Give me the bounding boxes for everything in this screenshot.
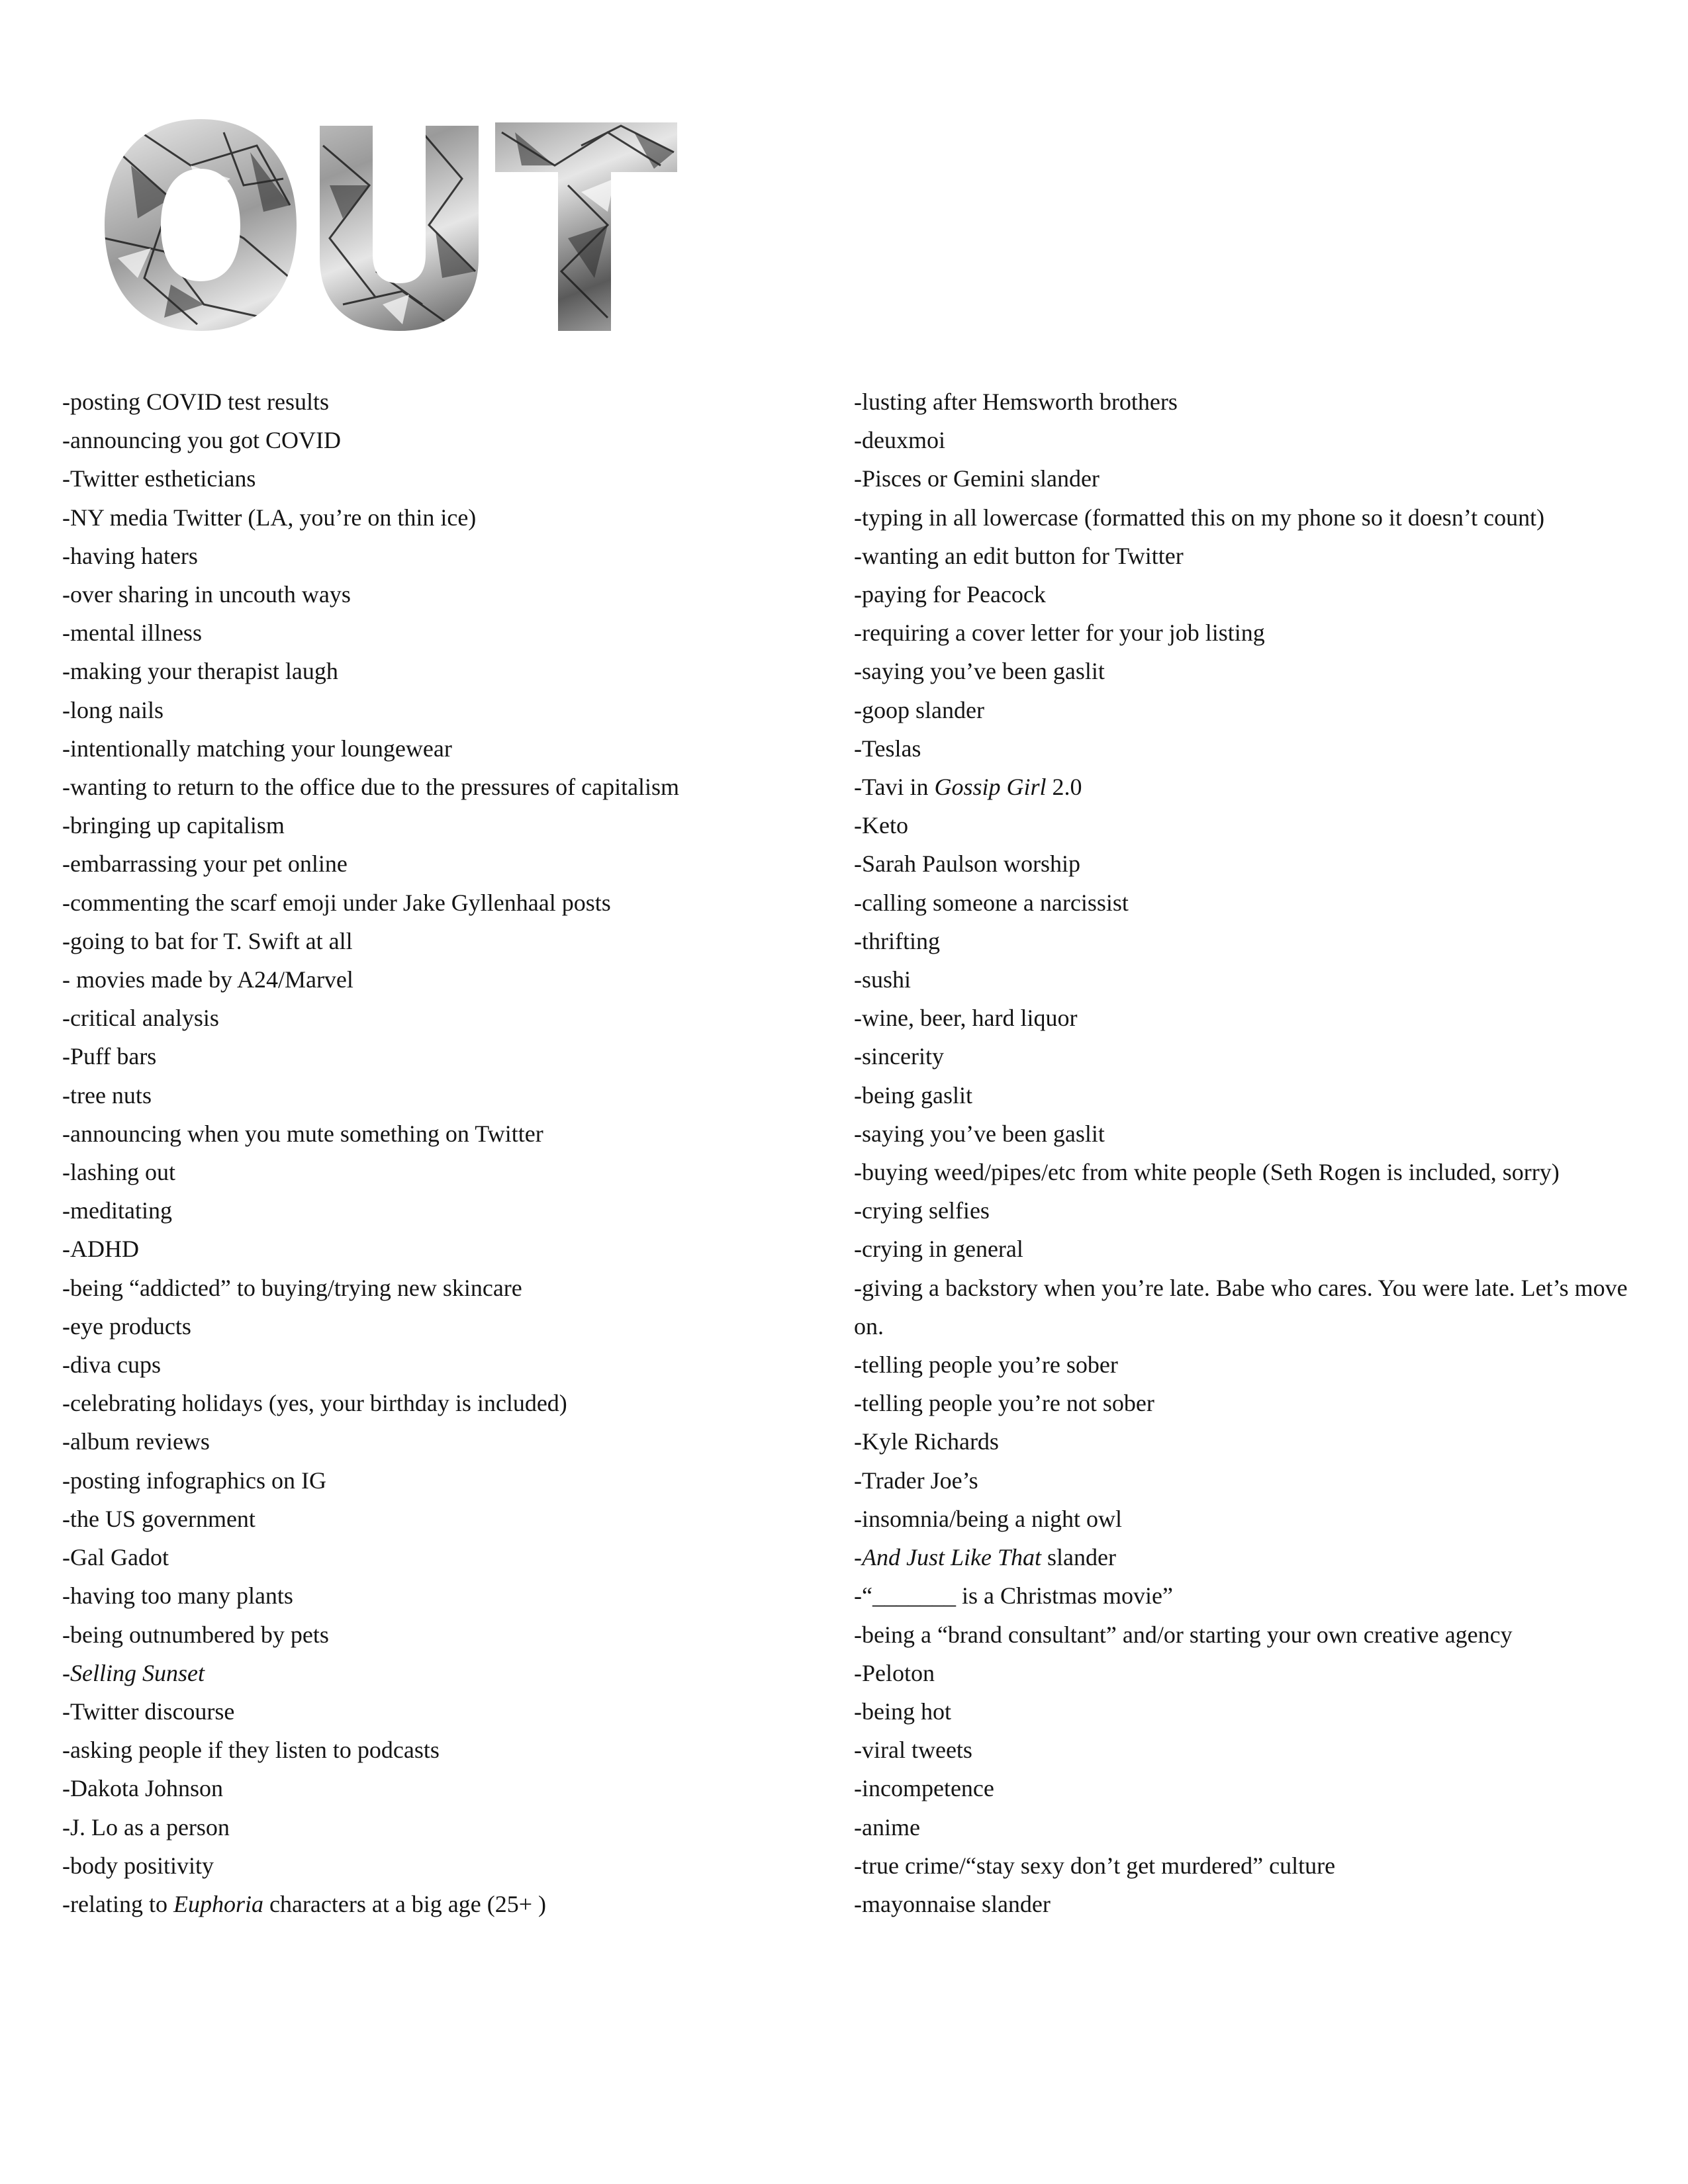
list-item: -having haters [62,542,198,569]
list-item: -making your therapist laugh [62,658,338,685]
list-item: -going to bat for T. Swift at all [62,927,353,954]
list-item: -Peloton [854,1659,935,1686]
list-item: -saying you’ve been gaslit [854,658,1105,685]
list-item: -wanting to return to the office due to the pressures of capitalism [62,774,680,801]
list-item: -true crime/“stay sexy don’t get murdered” culture [854,1852,1336,1879]
list-item: -eye products [62,1312,191,1340]
list-item: -long nails [62,696,164,723]
list-item: -meditating [62,1197,172,1224]
list-item: -J. Lo as a person [62,1813,230,1841]
list-item: -being hot [854,1698,951,1725]
list-item: -sincerity [854,1043,944,1070]
list-item: -Twitter discourse [62,1698,235,1725]
list-item: -ADHD [62,1236,139,1263]
list-item: -being “addicted” to buying/trying new skincare [62,1274,522,1301]
list-item: -lashing out [62,1159,175,1186]
list-item: -telling people you’re not sober [854,1390,1154,1417]
list-item: -Kyle Richards [854,1428,999,1455]
list-item: -crying in general [854,1236,1023,1263]
list-item: -Teslas [854,735,921,762]
list-item: -Sarah Paulson worship [854,850,1080,878]
list-item: -“_______ is a Christmas movie” [854,1582,1173,1610]
page-title [91,106,687,344]
list-item: -album reviews [62,1428,210,1455]
list-item: -the US government [62,1505,256,1532]
list-item: -anime [854,1813,920,1841]
list-item: -Pisces or Gemini slander [854,465,1100,492]
list-item: -tree nuts [62,1081,152,1109]
list-item: -intentionally matching your loungewear [62,735,452,762]
list-item: -crying selfies [854,1197,990,1224]
list-item: -embarrassing your pet online [62,850,348,878]
list-item: -wine, beer, hard liquor [854,1005,1078,1032]
list-item: -diva cups [62,1351,161,1379]
list-item: -insomnia/being a night owl [854,1505,1122,1532]
list-item: -lusting after Hemsworth brothers [854,388,1178,415]
list-item: -saying you’ve been gaslit [854,1120,1105,1147]
list-item: -incompetence [854,1775,994,1802]
list-item: -requiring a cover letter for your job listing [854,619,1265,647]
list-item: -paying for Peacock [854,581,1046,608]
list-item: -Tavi in Gossip Girl 2.0 [854,774,1082,801]
list-item: -sushi [854,966,912,993]
list-item: -wanting an edit button for Twitter [854,542,1184,569]
list-item: -over sharing in uncouth ways [62,581,351,608]
list-item: -being gaslit [854,1081,972,1109]
list-item: -goop slander [854,696,984,723]
list-item: -giving a backstory when you’re late. Babe who cares. You were late. Let’s move on. [854,1274,1628,1340]
list-item: -having too many plants [62,1582,293,1610]
list-item: -deuxmoi [854,427,945,454]
list-item: -posting infographics on IG [62,1467,326,1494]
list-item: -mental illness [62,619,202,647]
list-item: -Keto [854,812,908,839]
list-item: -Puff bars [62,1043,157,1070]
list-item: -body positivity [62,1852,214,1879]
list-item: -Selling Sunset [62,1659,205,1686]
list-item: -calling someone a narcissist [854,889,1129,916]
shattered-glass-title-art [91,106,687,344]
list-item: -posting COVID test results [62,388,329,415]
list-item: -commenting the scarf emoji under Jake Gyllenhaal posts [62,889,611,916]
list-item: -relating to Euphoria characters at a big age (25+ ) [62,1890,547,1917]
list-item: -And Just Like That slander [854,1544,1116,1571]
list-item: -viral tweets [854,1737,972,1764]
list-item: -thrifting [854,927,940,954]
list-item: -Gal Gadot [62,1544,169,1571]
left-column-list [62,383,840,1923]
list-item: -asking people if they listen to podcasts [62,1737,440,1764]
list-item: -announcing you got COVID [62,427,341,454]
right-column-list [854,383,1628,1923]
list-item: -being a “brand consultant” and/or starting your own creative agency [854,1621,1513,1648]
list-item: -telling people you’re sober [854,1351,1118,1379]
list-item: -critical analysis [62,1005,219,1032]
list-item: -celebrating holidays (yes, your birthday is included) [62,1390,567,1417]
list-item: -typing in all lowercase (formatted this on my phone so it doesn’t count) [854,504,1545,531]
list-item: - movies made by A24/Marvel [62,966,353,993]
list-item: -Twitter estheticians [62,465,256,492]
list-item: -Dakota Johnson [62,1775,223,1802]
list-item: -announcing when you mute something on Twitter [62,1120,543,1147]
list-item: -NY media Twitter (LA, you’re on thin ice) [62,504,477,531]
list-item: -Trader Joe’s [854,1467,978,1494]
list-item: -bringing up capitalism [62,812,285,839]
list-item: -mayonnaise slander [854,1890,1051,1917]
list-item: -being outnumbered by pets [62,1621,329,1648]
list-item: -buying weed/pipes/etc from white people (Seth Rogen is included, sorry) [854,1159,1560,1186]
